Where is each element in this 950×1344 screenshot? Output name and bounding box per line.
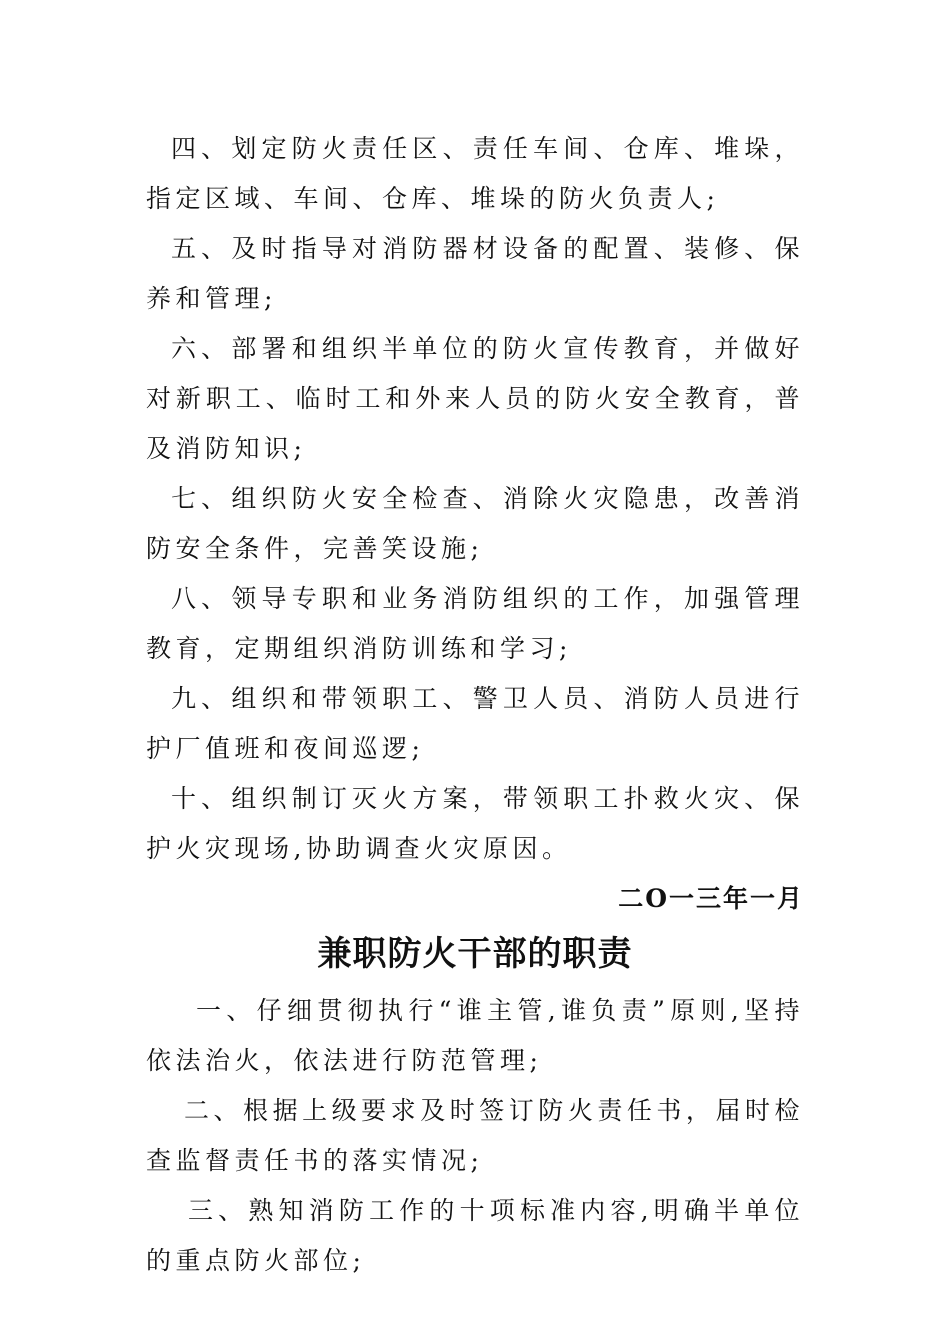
document-date: 二O一三年一月 [618,884,804,913]
duty-item-10: 十、组织制订灭火方案，带领职工扑救火灾、保护火灾现场,协助调查火灾原因。 [146,784,804,863]
part-time-duty-item-1: 一、仔细贯彻执行“谁主管,谁负责”原则,坚持依法治火，依法进行防范管理; [146,996,804,1075]
document-body [146,124,804,1286]
duty-item-4: 四、划定防火责任区、责任车间、仓库、堆垛，指定区域、车间、仓库、堆垛的防火负责人; [146,134,804,213]
part-time-duty-item-2: 二、根据上级要求及时签订防火责任书，届时检查监督责任书的落实情况; [146,1096,804,1175]
duty-item-7: 七、组织防火安全检查、消除火灾隐患，改善消防安全条件，完善笑设施; [146,484,804,563]
part-time-duty-item-3: 三、熟知消防工作的十项标准内容,明确半单位的重点防火部位; [146,1196,804,1275]
duty-item-6: 六、部署和组织半单位的防火宣传教育，并做好对新职工、临时工和外来人员的防火安全教育，普及消防知识; [146,334,804,463]
duty-item-5: 五、及时指导对消防器材设备的配置、装修、保养和管理; [146,234,804,313]
duty-item-9: 九、组织和带领职工、警卫人员、消防人员进行护厂值班和夜间巡逻; [146,684,804,763]
section-title: 兼职防火干部的职责 [317,934,633,974]
duty-item-8: 八、领导专职和业务消防组织的工作，加强管理教育，定期组织消防训练和学习; [146,584,804,663]
